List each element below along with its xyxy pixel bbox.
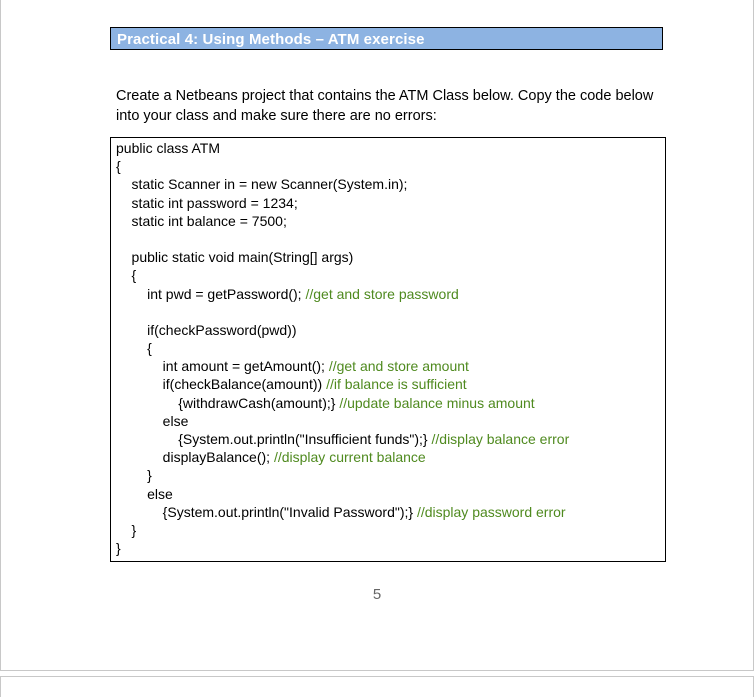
code-line bbox=[116, 266, 569, 284]
code-line bbox=[116, 157, 569, 175]
code-line bbox=[116, 194, 569, 212]
code-comment: //update balance minus amount bbox=[339, 394, 535, 411]
code-line bbox=[116, 539, 569, 557]
code-text: if(checkBalance(amount)) bbox=[116, 376, 327, 393]
code-line bbox=[116, 248, 569, 266]
code-line bbox=[116, 521, 569, 539]
code-text: static int password = 1234; bbox=[116, 194, 298, 211]
code-comment: //display balance error bbox=[431, 431, 570, 447]
code-text: {System.out.println("Invalid Password");} bbox=[116, 503, 417, 520]
code-text: } bbox=[116, 521, 137, 538]
code-text: { bbox=[116, 267, 137, 284]
code-text: } bbox=[116, 540, 121, 557]
code-line bbox=[116, 303, 569, 321]
code-text: {System.out.println("Insufficient funds");} bbox=[116, 431, 432, 447]
code-line bbox=[116, 285, 569, 303]
code-text: else bbox=[116, 485, 173, 502]
code-line bbox=[116, 375, 569, 393]
code-text: int pwd = getPassword(); bbox=[116, 285, 306, 302]
code-line bbox=[116, 212, 569, 230]
code-comment: //display password error bbox=[416, 503, 566, 520]
code-comment: //if balance is sufficient bbox=[326, 376, 467, 393]
code-text: static Scanner in = new Scanner(System.in); bbox=[116, 176, 408, 193]
code-text: {withdrawCash(amount);} bbox=[116, 394, 340, 411]
code-line bbox=[116, 485, 569, 503]
code-line bbox=[116, 430, 569, 448]
code-line bbox=[116, 230, 569, 248]
next-page-edge bbox=[0, 676, 754, 697]
code-text: if(checkPassword(pwd)) bbox=[116, 321, 297, 338]
code-line bbox=[116, 466, 569, 484]
code-comment: //display current balance bbox=[273, 449, 426, 466]
code-text: displayBalance(); bbox=[116, 449, 274, 466]
code-text: { bbox=[116, 158, 121, 175]
code-line bbox=[116, 503, 569, 521]
code-line bbox=[116, 412, 569, 430]
code-line bbox=[116, 448, 569, 466]
code-line bbox=[116, 139, 569, 157]
code-text: { bbox=[116, 340, 152, 357]
code-text: public class ATM bbox=[116, 140, 220, 156]
instructions-paragraph: Create a Netbeans project that contains the ATM Class below. Copy the code below into your class and make sure there are no errors: bbox=[116, 88, 654, 124]
code-text: } bbox=[116, 467, 152, 484]
code-line bbox=[116, 339, 569, 357]
page-number: 5 bbox=[372, 586, 382, 603]
code-listing bbox=[116, 139, 569, 557]
code-text: public static void main(String[] args) bbox=[116, 249, 354, 266]
code-line bbox=[116, 175, 569, 193]
code-line bbox=[116, 321, 569, 339]
code-comment: //get and store amount bbox=[328, 358, 469, 375]
code-text: static int balance = 7500; bbox=[116, 212, 287, 229]
code-line bbox=[116, 357, 569, 375]
practical-title-bar bbox=[110, 27, 663, 50]
code-text: else bbox=[116, 412, 189, 429]
code-comment: //get and store password bbox=[305, 285, 459, 302]
code-line bbox=[116, 394, 569, 412]
practical-title: Practical 4: Using Methods – ATM exercise bbox=[117, 31, 425, 48]
code-text: int amount = getAmount(); bbox=[116, 358, 329, 375]
